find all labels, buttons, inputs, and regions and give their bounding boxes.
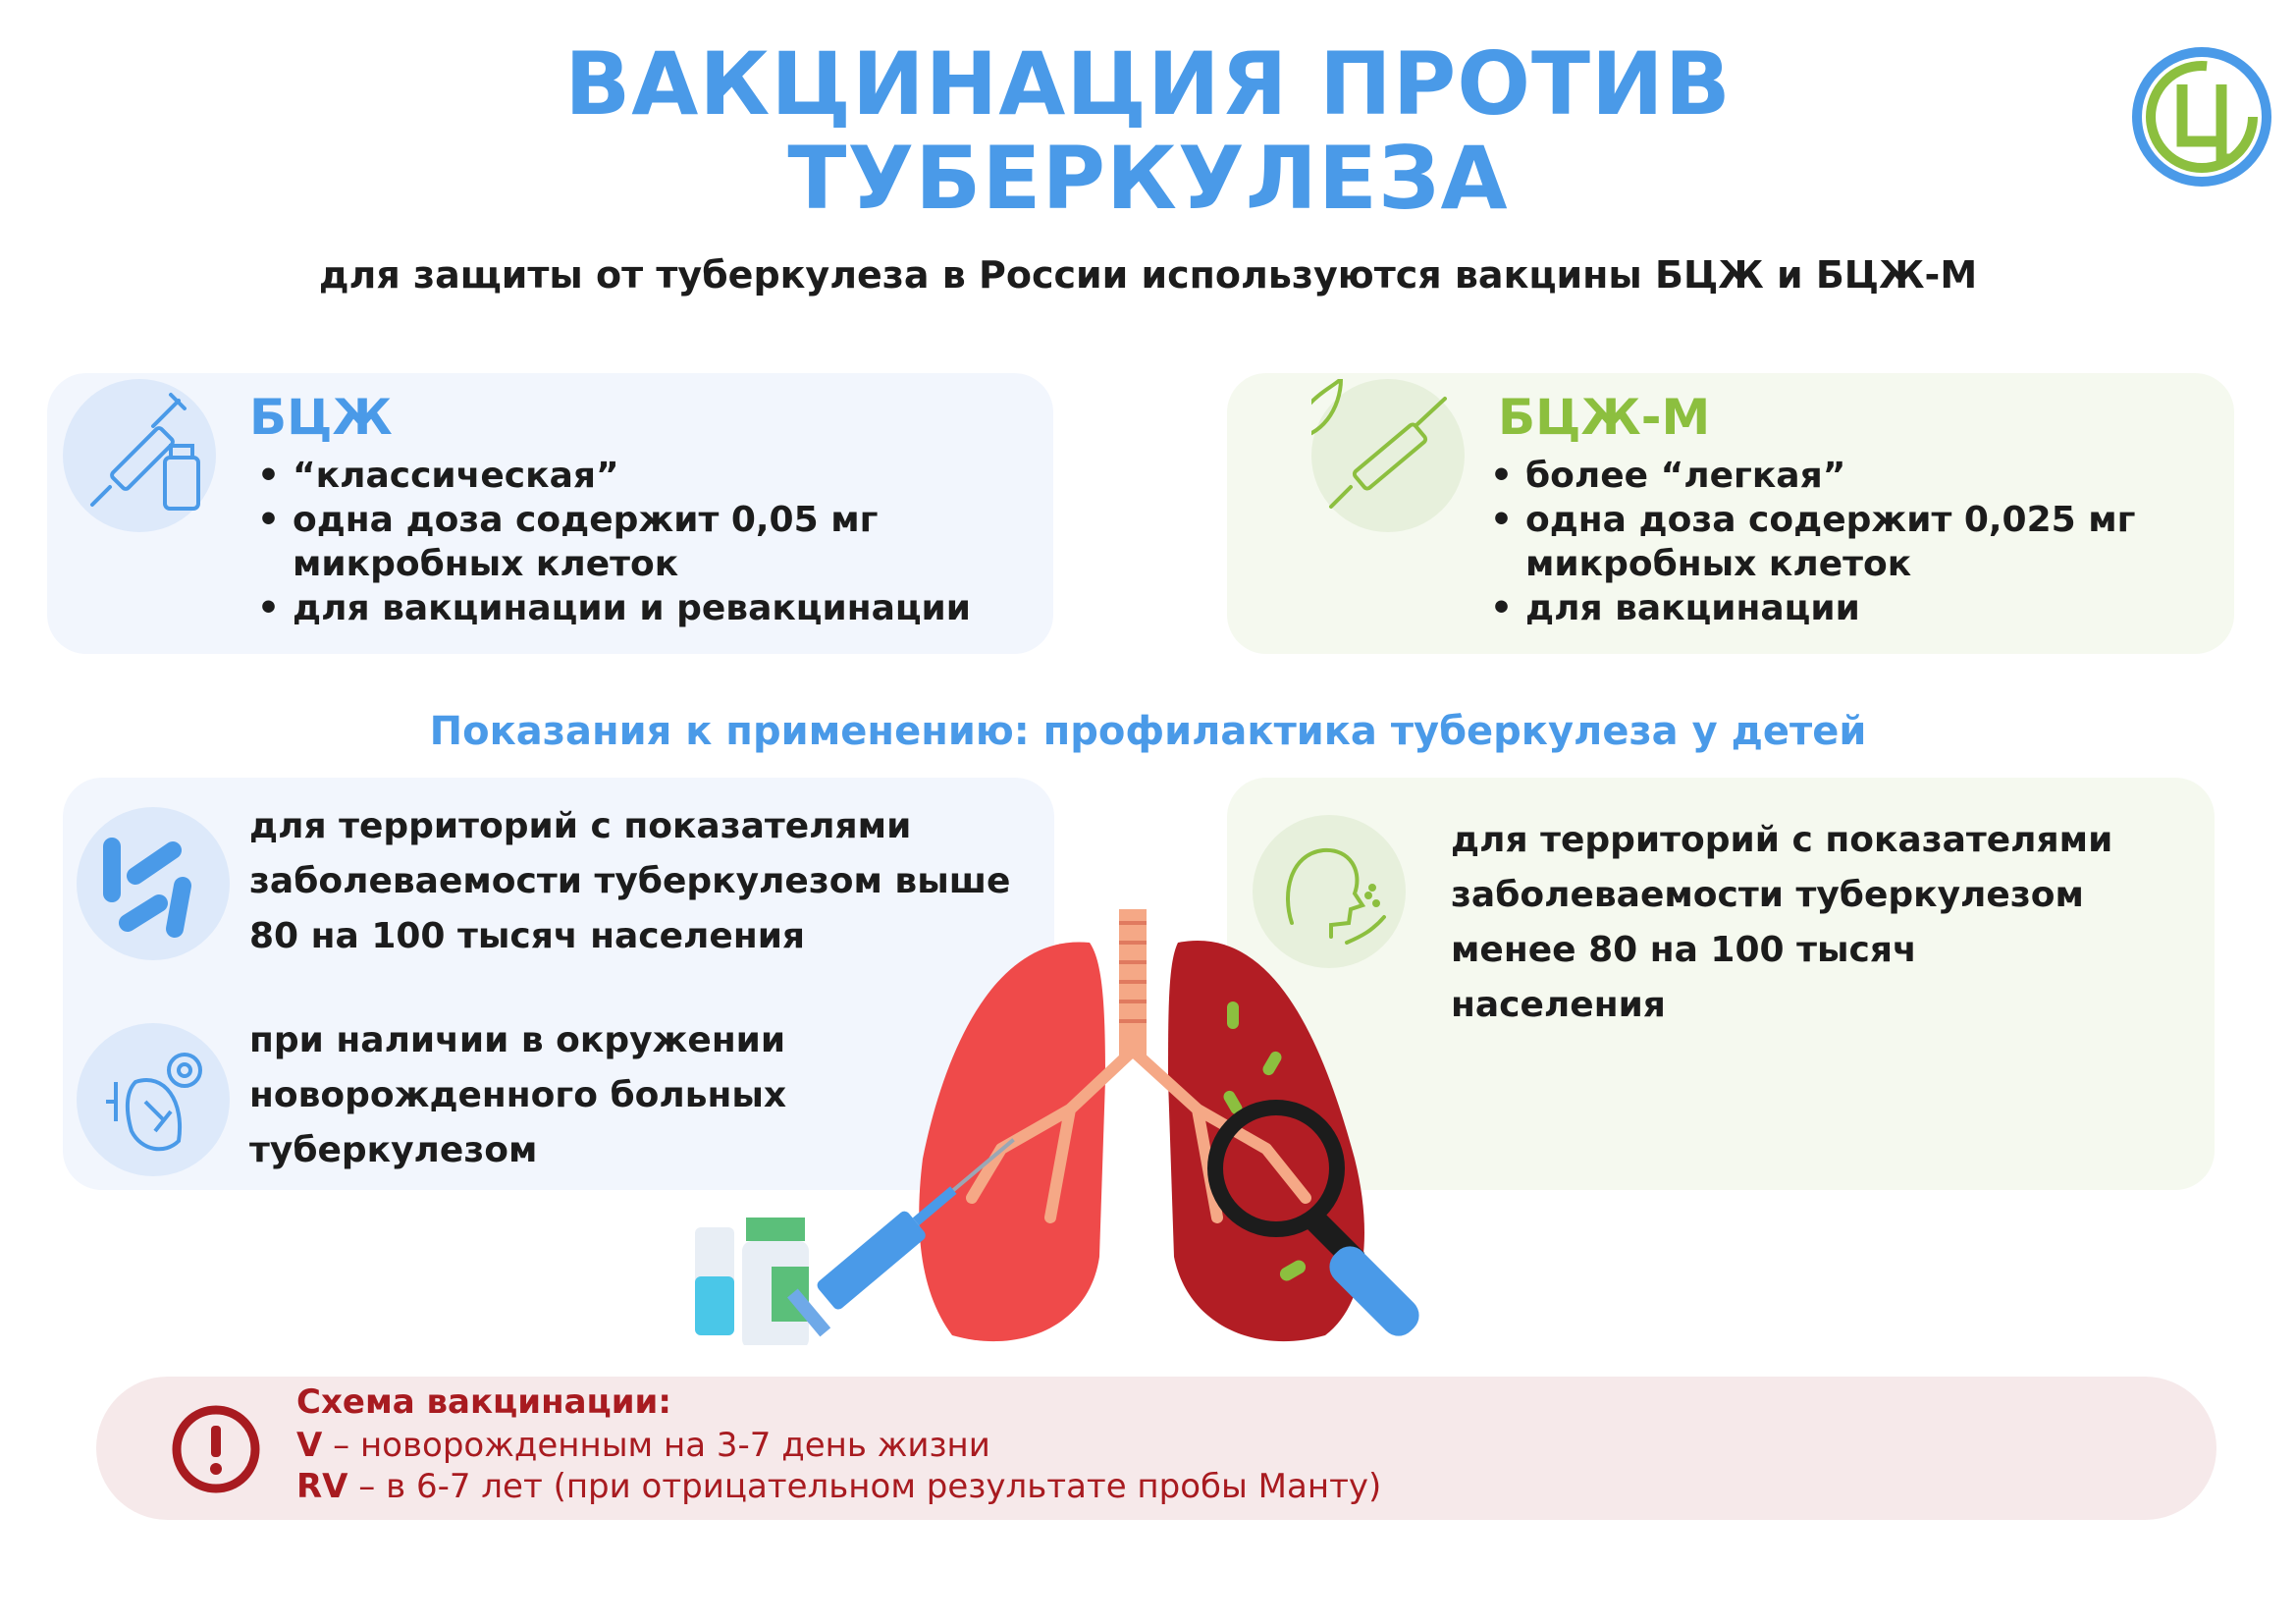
syringe-leaf-icon: [1311, 379, 1465, 532]
title-line-1: ВАКЦИНАЦИЯ ПРОТИВ: [564, 33, 1732, 135]
logo-c-icon: [2128, 43, 2275, 190]
bcg-bullet: • “классическая”: [253, 454, 1039, 498]
bcg-bullet: • для вакцинации и ревакцинации: [253, 586, 1039, 630]
bcg-m-bullets: [1486, 454, 2213, 630]
exclamation-icon: [169, 1402, 263, 1496]
subtitle: для защиты от туберкулеза в России используются вакцины БЦЖ и БЦЖ-М: [318, 253, 1978, 297]
scheme-v-text: – новорожденным на 3-7 день жизни: [322, 1426, 990, 1465]
scheme-rv-text: – в 6-7 лет (при отрицательном результате пробы Манту): [347, 1467, 1382, 1506]
scheme-rv-line: [296, 1467, 1381, 1506]
page-title: [0, 33, 2296, 229]
title-line-2: ТУБЕРКУЛЕЗА: [787, 128, 1509, 229]
scheme-title: Схема вакцинации:: [296, 1382, 671, 1422]
scheme-v-line: [296, 1426, 990, 1465]
indication-high-incidence: для территорий с показателями заболеваемости туберкулезом выше 80 на 100 тысяч населения: [249, 806, 1011, 956]
bcg-bullet: • одна доза содержит 0,05 мг микробных клеток: [253, 498, 1039, 586]
indication-low-incidence: для территорий с показателями заболеваемости туберкулезом менее 80 на 100 тысяч населения: [1451, 820, 2113, 1025]
bcg-m-bullet: • для вакцинации: [1486, 586, 2213, 630]
bcg-m-bullet: • более “легкая”: [1486, 454, 2213, 498]
scheme-v-label: V: [296, 1426, 323, 1465]
lungs-illustration: [677, 903, 1482, 1345]
indication-contact: при наличии в окружении новорожденного больных туберкулезом: [249, 1020, 787, 1170]
vaccine-name-bcg: БЦЖ: [249, 389, 393, 446]
bacteria-icon: [77, 807, 230, 960]
bcg-bullets: [253, 454, 1039, 630]
bcg-m-bullet: • одна доза содержит 0,025 мг микробных клеток: [1486, 498, 2213, 586]
syringe-vial-icon: [63, 379, 216, 532]
indications-title: Показания к применению: профилактика туберкулеза у детей: [429, 709, 1867, 754]
vaccine-name-bcg-m: БЦЖ-М: [1498, 389, 1711, 446]
lungs-virus-icon: [77, 1023, 230, 1176]
scheme-rv-label: RV: [296, 1467, 348, 1506]
